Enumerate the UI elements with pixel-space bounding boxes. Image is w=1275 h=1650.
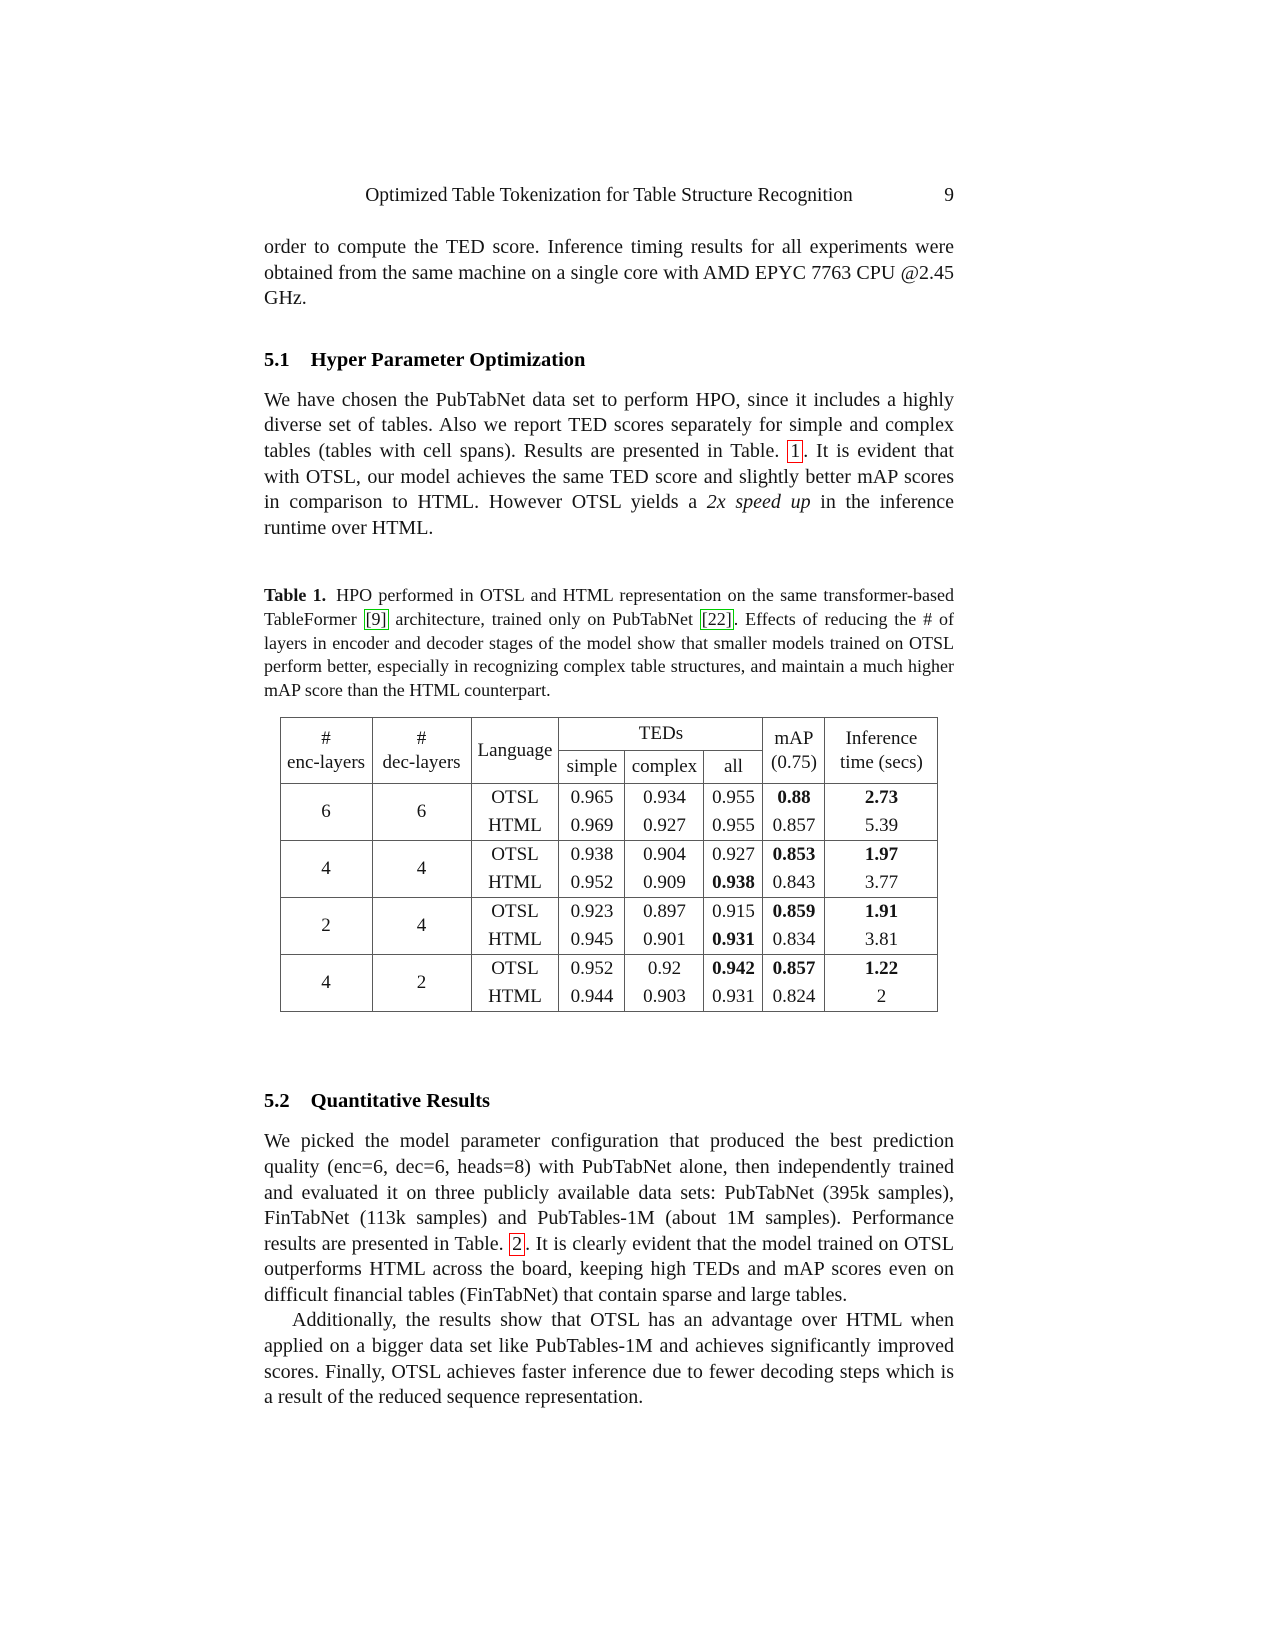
cell-time: 1.97 — [825, 841, 938, 870]
cell-simple: 0.965 — [559, 784, 625, 813]
col-header-inference-line2: time (secs) — [840, 751, 923, 773]
table-ref-link[interactable]: 2 — [509, 1233, 525, 1256]
cell-time: 2 — [825, 983, 938, 1012]
cell-lang: HTML — [471, 812, 559, 841]
cell-lang: HTML — [471, 983, 559, 1012]
table1-body — [280, 784, 938, 1012]
section-5-2-paragraph-1 — [264, 1129, 954, 1308]
cell-complex: 0.909 — [625, 869, 704, 898]
cell-complex: 0.927 — [625, 812, 704, 841]
cell-lang: OTSL — [471, 841, 559, 870]
running-head — [264, 183, 954, 208]
running-head-title: Optimized Table Tokenization for Table Structure Recognition — [365, 185, 853, 206]
cell-map: 0.834 — [763, 926, 825, 955]
cell-lang: OTSL — [471, 898, 559, 927]
section-5-2-title: Quantitative Results — [310, 1090, 490, 1113]
cell-lang: OTSL — [471, 784, 559, 813]
cell-map: 0.857 — [763, 812, 825, 841]
col-header-teds: TEDs — [559, 718, 763, 751]
table1-row — [280, 898, 938, 927]
section-5-1-heading — [264, 347, 954, 373]
cell-time: 2.73 — [825, 784, 938, 813]
section-5-2-paragraph-2 — [264, 1308, 954, 1410]
col-header-dec-layers — [372, 718, 471, 784]
cell-dec-layers: 2 — [372, 955, 471, 1012]
cell-all: 0.955 — [704, 812, 763, 841]
table1-row — [280, 841, 938, 870]
cell-map: 0.853 — [763, 841, 825, 870]
cell-all: 0.915 — [704, 898, 763, 927]
cell-simple: 0.952 — [559, 869, 625, 898]
cell-map: 0.857 — [763, 955, 825, 984]
cell-simple: 0.945 — [559, 926, 625, 955]
cell-map: 0.824 — [763, 983, 825, 1012]
col-header-enc-layers — [280, 718, 372, 784]
cell-complex: 0.901 — [625, 926, 704, 955]
cell-all: 0.942 — [704, 955, 763, 984]
cell-simple: 0.938 — [559, 841, 625, 870]
col-header-simple: simple — [559, 751, 625, 784]
section-5-1-paragraph — [264, 388, 954, 542]
cell-simple: 0.944 — [559, 983, 625, 1012]
text-segment: HPO performed in OTSL and HTML representation on the same transformer-based TableFormer — [264, 585, 954, 629]
text-column — [264, 183, 954, 1411]
cell-lang: HTML — [471, 926, 559, 955]
cell-dec-layers: 4 — [372, 841, 471, 898]
text-segment: We picked the model parameter configuration that produced the best prediction quality (enc=6, dec=6, heads=8) with PubTabNet alone, then independently trained and evaluated it on three publicly available data sets: PubTabNet (395k samples), FinTabNet (113k samples) and PubTables-1M (about 1M samples). Performance results are presented in Table. — [264, 1130, 954, 1255]
cell-time: 1.22 — [825, 955, 938, 984]
section-5-1-number: 5.1 — [264, 348, 290, 371]
cell-time: 1.91 — [825, 898, 938, 927]
col-header-language: Language — [471, 718, 559, 784]
col-header-complex: complex — [625, 751, 704, 784]
text-segment: . Effects of reducing the # of layers in encoder and decoder stages of the model show that smaller models trained on OTSL perform better, especially in recognizing complex table structures, and maintain a much higher mAP score than the HTML counterpart. — [264, 608, 954, 700]
col-header-enc-line2: enc-layers — [287, 751, 366, 773]
cell-lang: HTML — [471, 869, 559, 898]
col-header-enc-line1: # — [321, 727, 331, 749]
col-header-dec-line2: dec-layers — [382, 751, 461, 773]
text-segment: . It is clearly evident that the model trained on OTSL outperforms HTML across the board, keeping high TEDs and mAP scores even on difficult financial tables (FinTabNet) that contain sparse and large tables. — [264, 1232, 954, 1306]
text-segment: architecture, trained only on PubTabNet — [388, 608, 700, 629]
col-header-map — [763, 718, 825, 784]
page-number: 9 — [944, 185, 954, 206]
cell-all: 0.955 — [704, 784, 763, 813]
cell-time: 5.39 — [825, 812, 938, 841]
table1-header-row-1 — [280, 718, 938, 751]
cell-simple: 0.969 — [559, 812, 625, 841]
col-header-inference — [825, 718, 938, 784]
cell-complex: 0.903 — [625, 983, 704, 1012]
cell-map: 0.859 — [763, 898, 825, 927]
cell-complex: 0.904 — [625, 841, 704, 870]
cell-complex: 0.897 — [625, 898, 704, 927]
cell-all: 0.931 — [704, 983, 763, 1012]
table1-header — [280, 718, 938, 784]
cell-complex: 0.92 — [625, 955, 704, 984]
cell-map: 0.88 — [763, 784, 825, 813]
cell-time: 3.81 — [825, 926, 938, 955]
col-header-dec-line1: # — [416, 727, 427, 749]
cell-simple: 0.923 — [559, 898, 625, 927]
table1-row — [280, 784, 938, 813]
citation-link[interactable]: [9] — [365, 608, 387, 629]
cell-all: 0.927 — [704, 841, 763, 870]
cell-complex: 0.934 — [625, 784, 704, 813]
section-5-1-title: Hyper Parameter Optimization — [310, 348, 586, 371]
cell-dec-layers: 4 — [372, 898, 471, 955]
table1 — [280, 717, 939, 1012]
cell-enc-layers: 4 — [280, 841, 372, 898]
citation-link[interactable]: [22] — [701, 608, 732, 629]
text-segment: . It is evident that with OTSL, our model achieves the same TED score and slightly better mAP scores in comparison to HTML. However OTSL yields a — [264, 439, 954, 514]
intro-paragraph — [264, 235, 954, 312]
table-ref-link[interactable]: 1 — [787, 440, 803, 463]
cell-enc-layers: 6 — [280, 784, 372, 841]
table1-caption — [264, 584, 954, 702]
text-segment: We have chosen the PubTabNet data set to perform HPO, since it includes a highly diverse set of tables. Also we report TED scores separately for simple and complex tables (tables with cell spans). Results are presented in Table. — [264, 388, 954, 462]
cell-simple: 0.952 — [559, 955, 625, 984]
cell-map: 0.843 — [763, 869, 825, 898]
cell-enc-layers: 4 — [280, 955, 372, 1012]
text-segment: order to compute the TED score. Inference timing results for all experiments were obtained from the same machine on a single core with AMD EPYC 7763 CPU @2.45 GHz. — [264, 236, 954, 310]
cell-dec-layers: 6 — [372, 784, 471, 841]
text-segment: in the inference runtime over HTML. — [264, 491, 955, 539]
text-segment: Additionally, the results show that OTSL has an advantage over HTML when applied on a bigger data set like PubTables-1M and achieves significantly improved scores. Finally, OTSL achieves faster inference due to fewer decoding steps which is a result of the reduced sequence representation. — [264, 1309, 954, 1409]
col-header-all: all — [704, 751, 763, 784]
text-segment: Table 1. — [264, 585, 327, 606]
col-header-map-line1: mAP — [774, 727, 814, 749]
cell-all: 0.938 — [704, 869, 763, 898]
cell-enc-layers: 2 — [280, 898, 372, 955]
cell-lang: OTSL — [471, 955, 559, 984]
section-5-2-heading — [264, 1088, 954, 1114]
cell-all: 0.931 — [704, 926, 763, 955]
col-header-inference-line1: Inference — [845, 727, 918, 749]
table1-row — [280, 955, 938, 984]
cell-time: 3.77 — [825, 869, 938, 898]
text-segment: 2x speed up — [706, 491, 811, 514]
section-5-2-number: 5.2 — [264, 1090, 290, 1113]
col-header-map-line2: (0.75) — [771, 751, 817, 773]
